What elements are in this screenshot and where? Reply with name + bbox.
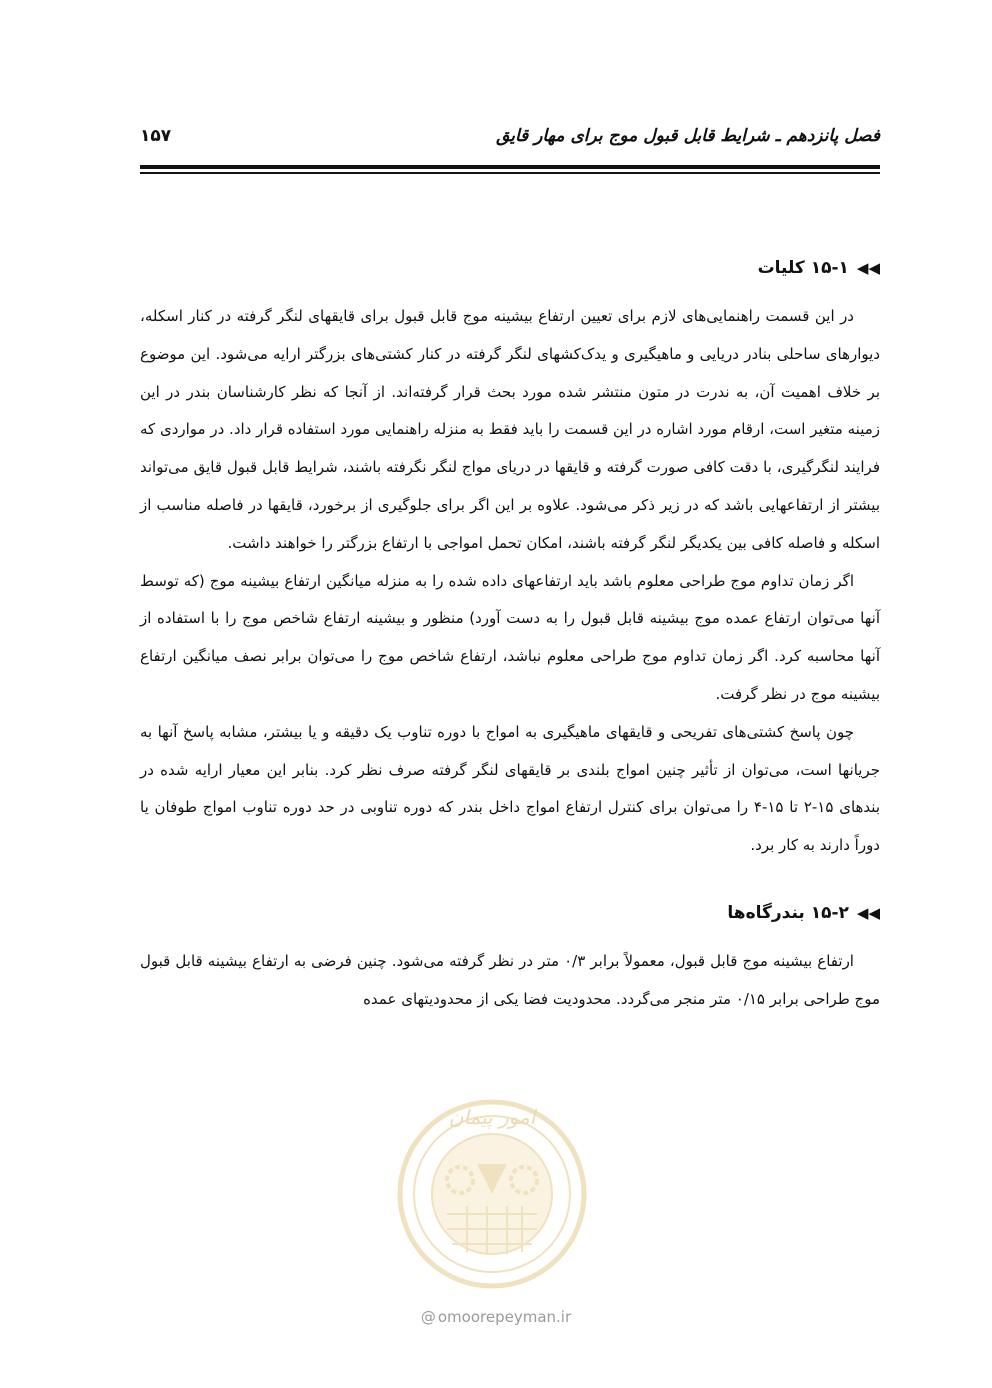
chapter-title: فصل پانزدهم ـ شرایط قابل قبول موج برای مهار قایق — [496, 126, 880, 146]
watermark-caption — [396, 1308, 596, 1326]
section-heading-general — [140, 250, 880, 286]
header-rule-thick — [140, 165, 880, 169]
section-title: ۱۵-۱ کلیات — [757, 258, 849, 278]
header-rule-thin — [140, 172, 880, 174]
page-number: ۱۵۷ — [140, 126, 172, 146]
watermark-logo — [392, 1094, 592, 1294]
paragraph: چون پاسخ کشتی‌های تفریحی و قایقهای ماهیگیری به امواج با دوره تناوب یک دقیقه و یا بیشتر، مشابه پاسخ آنها به جریانها است، می‌توان از تأثیر چنین امواج بلندی بر قایقهای لنگر گرفته صرف نظر کرد. بنابر این معیار ارایه شده در بندهای ۱۵-۲ تا ۱۵-۴ را می‌توان برای کنترل ارتفاع امواج داخل بندر که دوره تناوبی در حد دوره تناوب امواج طوفان یا دوراً دارند به کار برد. — [140, 722, 881, 855]
paragraph: ارتفاع بیشینه موج قابل قبول، معمولاً برابر ۰/۳ متر در نظر گرفته می‌شود. چنین فرضی به ارتفاع بیشینه قابل قبول موج طراحی برابر ۰/۱۵ متر منجر می‌گردد. محدودیت فضا یکی از محدودیتهای عمده — [140, 951, 880, 1008]
watermark-site: omoorepeyman.ir — [437, 1308, 572, 1326]
at-sign-icon: @ — [420, 1308, 436, 1326]
section-title: ۱۵-۲ بندرگاه‌ها — [727, 902, 849, 923]
paragraph: اگر زمان تداوم موج طراحی معلوم باشد باید ارتفاعهای داده شده را به منزله میانگین ارتفاع بیشینه موج (که توسط آنها می‌توان ارتفاع عمده موج بیشینه قابل قبول را به دست آورد) منظور و بیشینه ارتفاع شاخص موج را با استفاده از آنها محاسبه کرد. اگر زمان تداوم موج طراحی معلوم نباشد، ارتفاع شاخص موج را می‌توان برابر نصف میانگین ارتفاع بیشینه موج در نظر گرفت. — [140, 571, 880, 703]
double-arrow-icon: ◀◀ — [856, 903, 880, 922]
body-content — [140, 250, 880, 1019]
double-arrow-icon: ◀◀ — [856, 259, 880, 277]
running-header — [140, 126, 880, 156]
section-heading-marinas — [140, 895, 880, 931]
watermark-logo-text: امور پیمان — [448, 1105, 536, 1129]
paragraph: در این قسمت راهنمایی‌های لازم برای تعیین ارتفاع بیشینه موج قابل قبول برای قایقهای لنگر گرفته در کنار اسکله، دیوارهای ساحلی بنادر دریایی و ماهیگیری و یدک‌کشهای لنگر گرفته در کنار کشتی‌های بزرگتر ارایه می‌شود. این موضوع بر خلاف اهمیت آن، به ندرت در متون منتشر شده مورد بحث قرار گرفته‌اند. از آنجا که نظر کارشناسان بندر در این زمینه متغیر است، ارقام مورد اشاره در این قسمت را باید فقط به منزله راهنمایی مورد استفاده قرار داد. در مواردی که فرایند لنگرگیری، با دقت کافی صورت گرفته و قایقها در دریای مواج لنگر نگرفته باشند، شرایط قابل قبول قایق می‌تواند بیشتر از ارتفاعهایی باشد که در زیر ذکر می‌شود. علاوه بر این اگر برای جلوگیری از برخورد، قایقها در فاصله مناسب از اسکله و فاصله کافی بین یکدیگر لنگر گرفته باشند، امکان تحمل امواجی با ارتفاع بزرگتر را خواهند داشت. — [140, 307, 880, 552]
